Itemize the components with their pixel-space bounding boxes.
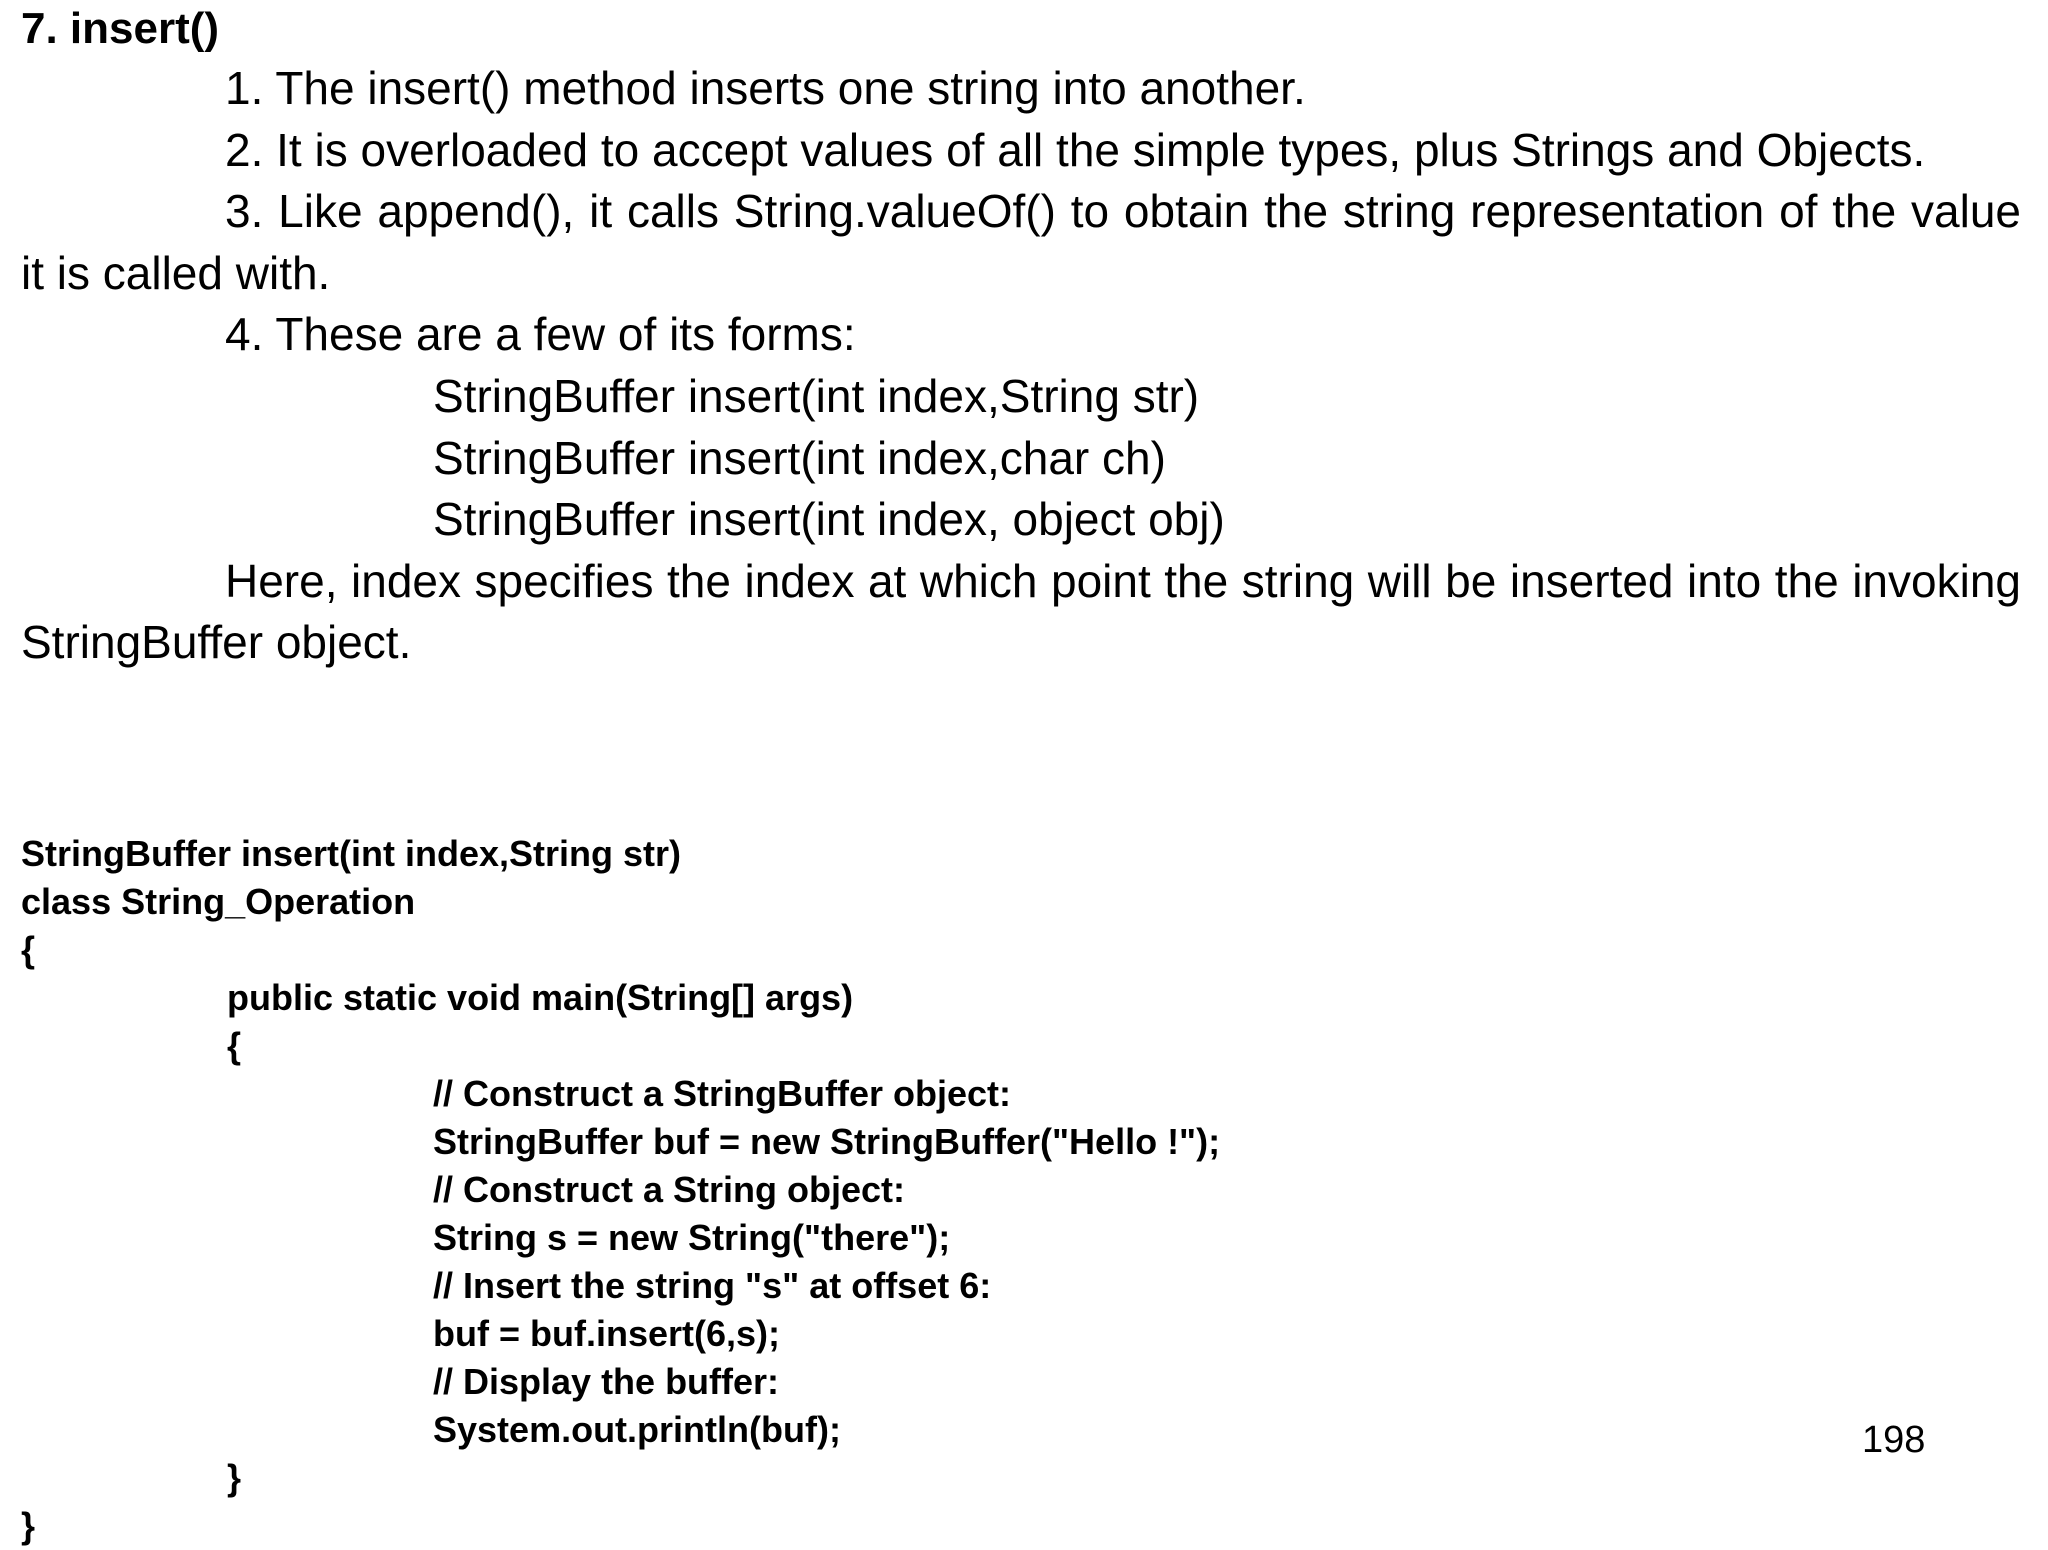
description-text [21,58,2021,674]
point-3: 3. Like append(), it calls String.valueOf() to obtain the string representation of the value it is called with. [21,185,2021,299]
section-heading: 7. insert() [21,4,220,53]
code-line: // Construct a String object: [433,1169,906,1210]
point-4: 4. These are a few of its forms: [225,308,856,361]
code-line: // Insert the string "s" at offset 6: [433,1265,992,1306]
code-line: } [227,1457,242,1498]
code-line: StringBuffer insert(int index,String str) [21,833,682,874]
index-explanation: Here, index specifies the index at which point the string will be inserted into the invoking StringBuffer object. [21,554,2021,669]
code-example [21,830,1220,1550]
code-line: class String_Operation [21,881,416,922]
code-line: { [227,1025,242,1066]
code-line: System.out.println(buf); [433,1409,841,1450]
code-line: StringBuffer buf = new StringBuffer("Hello !"); [433,1121,1221,1162]
point-1: 1. The insert() method inserts one string into another. [225,62,1306,114]
code-line: // Display the buffer: [433,1361,780,1402]
method-form-char: StringBuffer insert(int index,char ch) [433,431,1166,484]
method-form-string: StringBuffer insert(int index,String str) [433,369,1200,422]
code-line: public static void main(String[] args) [227,977,854,1018]
code-line: { [21,929,36,970]
method-form-object: StringBuffer insert(int index, object obj) [433,493,1225,546]
code-line: buf = buf.insert(6,s); [433,1313,781,1354]
code-line: } [21,1505,36,1546]
point-2: 2. It is overloaded to accept values of all the simple types, plus Strings and Objects. [225,123,1926,176]
code-line: // Construct a StringBuffer object: [433,1073,1012,1114]
code-line: String s = new String("there"); [433,1217,951,1258]
page-number: 198 [1862,1419,1926,1461]
